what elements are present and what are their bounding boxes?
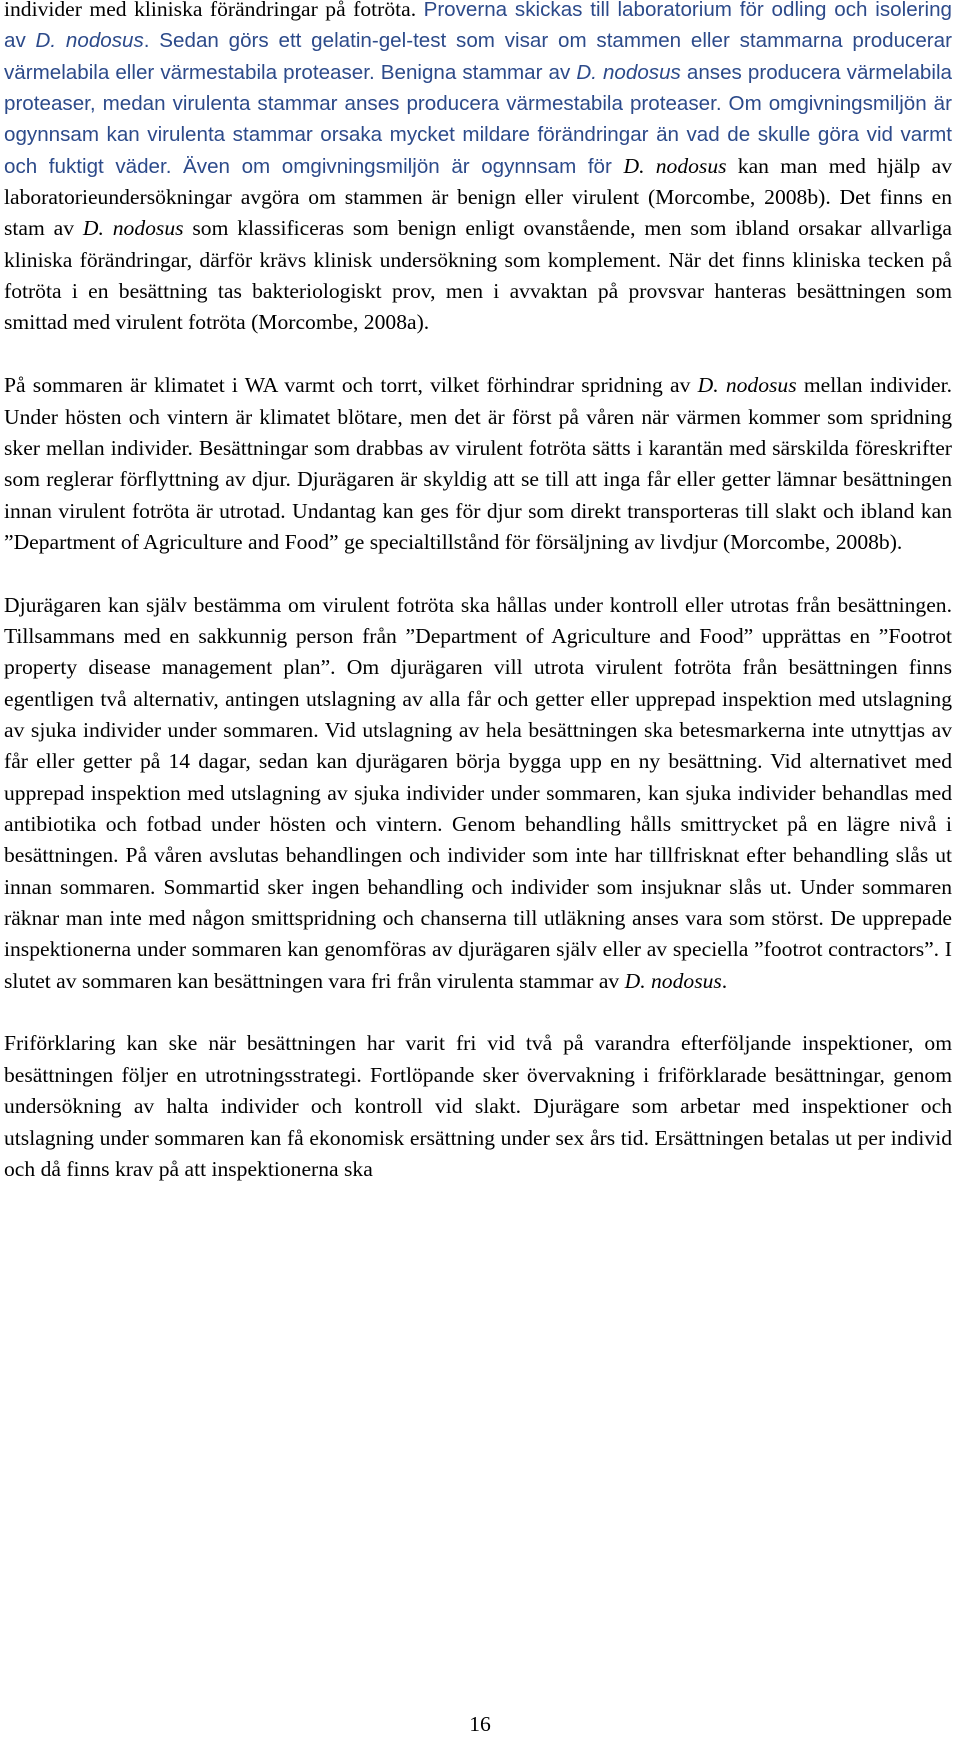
text-segment: som klassificeras som benign enligt ovanstående, men som ibland orsakar allvarliga kliniska förändringar, därför krävs klinisk undersökning som komplement. När det finns kliniska tecken på fotröta i en besättning tas bakteriologiskt prov, men i avvaktan på provsvar hanteras besättningen som smittad med virulent fotröta (Morcombe, 2008a). [4,216,953,335]
text-segment: D. nodosus [35,29,144,53]
text-segment: . Sedan görs ett gelatin-gel-test som visar om stammen eller stammarna producerar värmelabila eller värmestabila proteaser. Benigna stammar av [4,29,952,84]
text-segment: Proverna skickas till laboratorium för odling och isolering av [4,0,952,53]
text-segment: D. nodosus [82,216,184,241]
text-segment: D. nodosus [624,968,722,993]
text-segment: På sommaren är klimatet i WA varmt och torrt, vilket förhindrar spridning av [4,373,698,398]
text-segment: individer med kliniska förändringar på fotröta. [4,0,424,21]
paragraph-2 [4,370,952,558]
text-segment: kan man med hjälp av laboratorieundersökningar avgöra om stammen är benign eller virulent (Morcombe, 2008b). Det finns en stam av [4,153,952,241]
document-page [4,0,952,1185]
page-number: 16 [469,1712,491,1736]
text-segment: mellan individer. Under hösten och vintern är klimatet blötare, men det är först på våren när värmen kommer som spridning sker mellan individer. Besättningar som drabbas av virulent fotröta sätts i karantän med särskilda föreskrifter som reglerar förflyttning av djur. Djurägaren är skyldig att se till att inga får eller getter lämnar besättningen innan virulent fotröta är utrotad. Undantag kan ges för djur som direkt transporteras till slakt och ibland kan ”Department of Agriculture and Food” ge specialtillstånd för försäljning av livdjur (Morcombe, 2008b). [4,373,952,554]
text-segment: anses producera värmelabila proteaser, medan virulenta stammar anses producera värmestabila proteaser. Om omgivningsmiljön är ogynnsam kan virulenta stammar orsaka mycket mildare förändringar än vad de skulle göra vid varmt och fuktigt väder. Även om omgivningsmiljön är ogynnsam för [4,60,952,178]
text-segment: D. nodosus [576,60,681,84]
paragraph-1 [4,0,952,339]
text-segment: Djurägaren kan själv bestämma om virulent fotröta ska hållas under kontroll eller utrotas från besättningen. Tillsammans med en sakkunnig person från ”Department of Agriculture and Food” upprättas en ”Footrot property disease management plan”. Om djurägaren vill utrota virulent fotröta från besättningen finns egentligen två alternativ, antingen utslagning av alla får och getter eller upprepad inspektion med utslagning av sjuka individer under sommaren. Vid utslagning av hela besättningen ska betesmarkerna inte utnyttjas av får eller getter på 14 dagar, sedan kan djurägaren börja bygga upp en ny besättning. Vid alternativet med upprepad inspektion med utslagning av sjuka individer under sommaren, kan sjuka individer behandlas med antibiotika och fotbad under hösten och vintern. Genom behandling hålls smittrycket på en lägre nivå i besättningen. På våren avslutas behandlingen och individer som inte har tillfrisknat efter behandling slås ut innan sommaren. Sommartid sker ingen behandling och individer som insjuknar slås ut. Under sommaren räknar man inte med någon smittspridning och chanserna till utläkning anses vara som störst. De upprepade inspektionerna under sommaren kan genomföras av djurägaren själv eller av speciella ”footrot contractors”. I slutet av sommaren kan besättningen vara fri från virulenta stammar av [4,592,952,993]
text-segment: Friförklaring kan ske när besättningen har varit fri vid två på varandra efterföljande inspektioner, om besättningen följer en utrotningsstrategi. Fortlöpande sker övervakning i friförklarade besättningar, genom undersökning av halta individer och kontroll vid slakt. Djurägare som arbetar med inspektioner och utslagning under sommaren kan få ekonomisk ersättning under sex års tid. Ersättningen betalas ut per individ och då finns krav på att inspektionerna ska [4,1031,952,1181]
paragraph-4 [4,1028,952,1185]
paragraph-gap [4,558,952,589]
paragraph-gap [4,997,952,1028]
paragraph-gap [4,339,952,370]
text-segment: . [721,968,728,993]
text-segment: D. nodosus [697,373,797,398]
text-segment: D. nodosus [623,153,727,178]
paragraph-3 [4,590,952,997]
